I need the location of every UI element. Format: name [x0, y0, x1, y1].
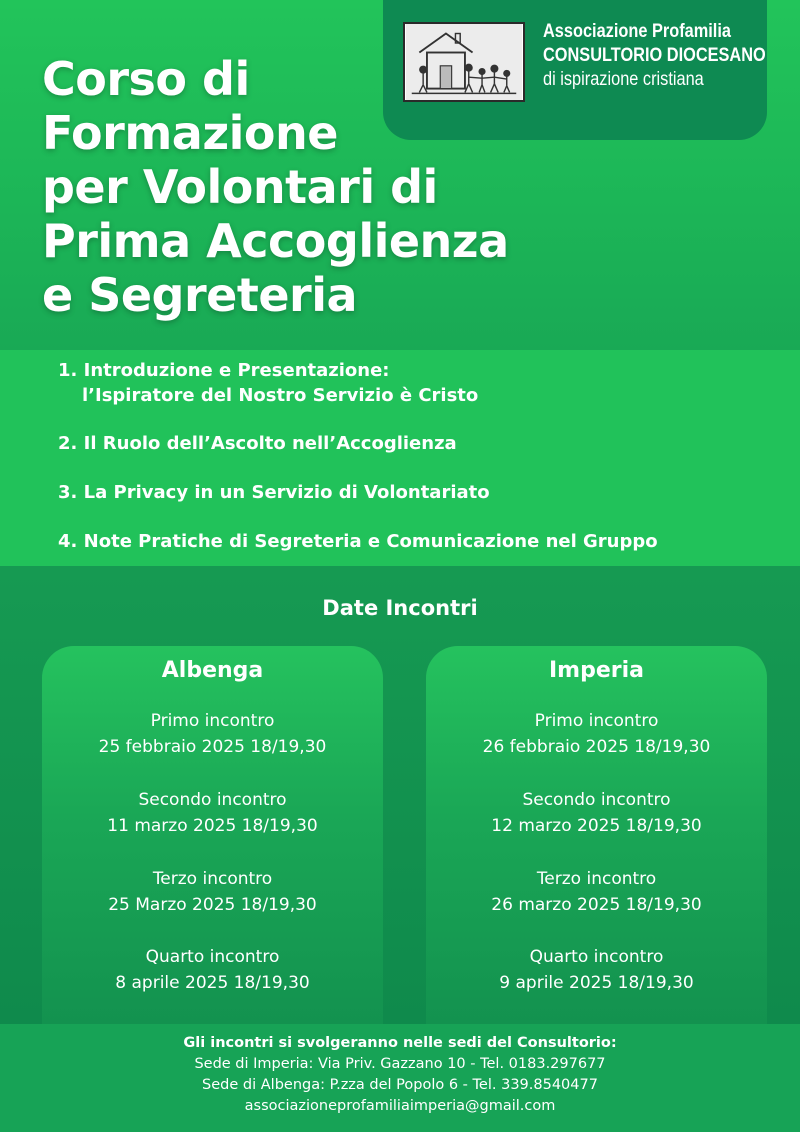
- topic-text: Il Ruolo dell’Ascolto nell’Accoglienza: [83, 433, 457, 454]
- topic-item: [58, 480, 490, 505]
- meeting-date: 25 Marzo 2025 18/19,30: [108, 895, 317, 915]
- meeting-label: Secondo incontro: [522, 790, 671, 810]
- meeting-entry: [42, 787, 383, 839]
- brand-line-1: Associazione Profamilia: [543, 21, 731, 42]
- hero-section: [0, 0, 800, 350]
- meeting-label: Quarto incontro: [145, 947, 280, 967]
- city-name: Imperia: [548, 658, 644, 683]
- meeting-entry: [42, 866, 383, 918]
- meeting-entry: [426, 787, 767, 839]
- topic-text: Note Pratiche di Segreteria e Comunicazione nel Gruppo: [83, 531, 658, 552]
- meeting-label: Terzo incontro: [152, 869, 273, 889]
- city-name: Albenga: [161, 658, 264, 683]
- topic-text-continued: l’Ispiratore del Nostro Servizio è Cristo: [82, 385, 479, 406]
- family-house-logo-icon: [403, 22, 525, 102]
- meeting-entry: [42, 708, 383, 760]
- meeting-date: 9 aprile 2025 18/19,30: [499, 973, 694, 993]
- brand-line-3: di ispirazione cristiana: [543, 69, 704, 90]
- topic-text: La Privacy in un Servizio di Volontariato: [83, 482, 490, 503]
- meeting-entry: [42, 944, 383, 996]
- meeting-entry: [426, 708, 767, 760]
- meeting-entry: [426, 866, 767, 918]
- title-line: per Volontari di: [42, 160, 438, 214]
- topic-text: Introduzione e Presentazione:: [83, 360, 390, 381]
- title-line: Corso di: [42, 52, 250, 106]
- topic-number: 2.: [58, 433, 78, 454]
- footer-email-link[interactable]: associazioneprofamiliaimperia@gmail.com: [244, 1098, 556, 1114]
- meeting-date: 26 marzo 2025 18/19,30: [491, 895, 702, 915]
- topic-number: 1.: [58, 360, 78, 381]
- city-card-imperia: [426, 646, 767, 1024]
- meeting-date: 8 aprile 2025 18/19,30: [115, 973, 310, 993]
- topic-number: 4.: [58, 531, 78, 552]
- topic-item: [58, 358, 478, 408]
- meeting-date: 26 febbraio 2025 18/19,30: [482, 737, 711, 757]
- meeting-label: Terzo incontro: [536, 869, 657, 889]
- dates-title: Date Incontri: [322, 596, 478, 620]
- title-line: Formazione: [42, 106, 338, 160]
- meeting-date: 25 febbraio 2025 18/19,30: [98, 737, 327, 757]
- meeting-date: 11 marzo 2025 18/19,30: [107, 816, 318, 836]
- topic-item: [58, 529, 658, 554]
- footer-albenga-address: Sede di Albenga: P.zza del Popolo 6 - Tel. 339.8540477: [202, 1077, 598, 1093]
- title-line: e Segreteria: [42, 268, 358, 322]
- topic-item: [58, 431, 457, 456]
- meeting-label: Primo incontro: [534, 711, 659, 731]
- footer-info: [0, 1024, 800, 1132]
- topic-number: 3.: [58, 482, 78, 503]
- meeting-date: 12 marzo 2025 18/19,30: [491, 816, 702, 836]
- meeting-entry: [426, 944, 767, 996]
- brand-line-2: CONSULTORIO DIOCESANO: [543, 45, 766, 66]
- topics-list: [0, 350, 800, 566]
- meeting-label: Quarto incontro: [529, 947, 664, 967]
- footer-imperia-address: Sede di Imperia: Via Priv. Gazzano 10 - Tel. 0183.297677: [194, 1056, 606, 1072]
- footer-intro: Gli incontri si svolgeranno nelle sedi del Consultorio:: [183, 1035, 617, 1051]
- meeting-label: Primo incontro: [150, 711, 275, 731]
- title-line: Prima Accoglienza: [42, 214, 509, 268]
- city-card-albenga: [42, 646, 383, 1024]
- brand-name: [543, 20, 766, 92]
- meeting-label: Secondo incontro: [138, 790, 287, 810]
- brand-box: [383, 0, 767, 140]
- dates-section: [0, 566, 800, 1024]
